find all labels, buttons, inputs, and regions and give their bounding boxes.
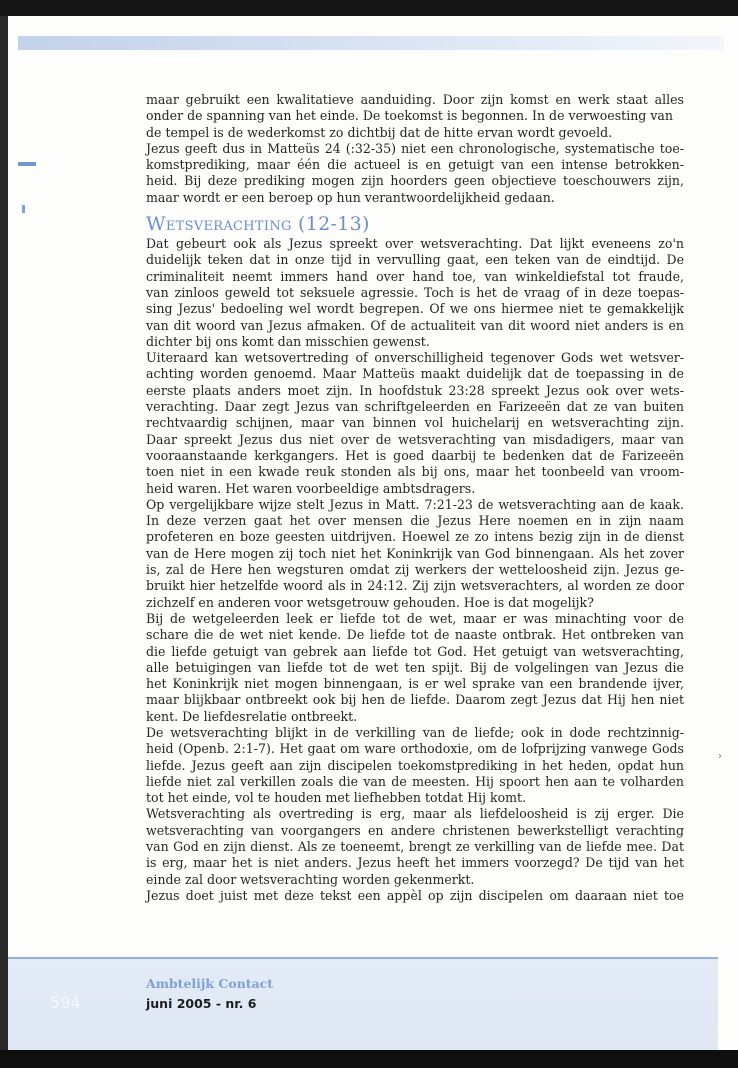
text-line: Uiteraard kan wetsovertreding of onverschilligheid tegenover Gods wet wetsver- [146,350,684,366]
issue-label: juni 2005 - nr. 6 [146,996,257,1011]
section-heading: Wetsverachting (12-13) [146,213,370,236]
text-line: criminaliteit neemt immers hand over hand toe, van winkeldiefstal tot fraude, [146,268,684,284]
text-line: Daar spreekt Jezus dus niet over de wetsverachting van misdadigers, maar van [146,431,684,447]
text-line: achting worden genoemd. Maar Matteüs maakt duidelijk dat de toepassing in de [146,366,684,382]
text-line: sing Jezus' bedoeling wel wordt begrepen. Of we ons hiermee niet te gemakkelijk [146,301,684,317]
paragraph [146,725,684,806]
text-line: Jezus doet juist met deze tekst een appèl op zijn discipelen om daaraan niet toe [146,887,684,903]
text-line: heid (Openb. 2:1-7). Het gaat om ware orthodoxie, om de lofprijzing vanwege Gods [146,741,684,757]
text-line: eerste plaats anders moet zijn. In hoofdstuk 23:28 spreekt Jezus ook over wets- [146,382,684,398]
text-line: dichter bij ons komt dan misschien gewenst. [146,333,430,349]
text-line: onder de spanning van het einde. De toekomst is begonnen. In de verwoesting van [146,108,673,124]
text-line: toen niet in een kwade reuk stonden als bij ons, maar het toonbeeld van vroom- [146,464,684,480]
text-line: profeteren en boze geesten uitdrijven. Hoewel ze zo intens bezig zijn in de dienst [146,529,684,545]
margin-marker [18,162,36,166]
text-line: kent. De liefdesrelatie ontbreekt. [146,708,358,724]
text-line: Jezus geeft dus in Matteüs 24 (:32-35) niet een chronologische, systematische toe- [146,140,684,156]
text-line: maar blijkbaar ontbreekt ook bij hen de liefde. Daarom zegt Jezus dat Hij hen niet [146,692,684,708]
text-line: van dit woord van Jezus afmaken. Of de actualiteit van dit woord niet anders is en [146,317,684,333]
text-line: maar gebruikt een kwalitatieve aanduiding. Door zijn komst en werk staat alles [146,92,684,107]
text-line: heid. Bij deze prediking mogen zijn hoorders geen objectieve toeschouwers zijn, [146,173,684,189]
text-line: die liefde getuigt van gebrek aan liefde tot God. Het getuigt van wetsverachting, [146,643,684,659]
text-line: In deze verzen gaat het over mensen die Jezus Here noemen en in zijn naam [146,513,684,529]
text-line: rechtvaardig schijnen, maar van binnen vol huichelarij en wetsverachting zijn. [146,415,684,431]
text-line: alle betuigingen van liefde tot de wet ten spijt. Bij de volgelingen van Jezus die [146,659,684,675]
margin-marker-small [22,205,25,213]
text-line: Wetsverachting als overtreding is erg, maar als liefdeloosheid is zij erger. Die [146,806,684,822]
text-line: de tempel is de wederkomst zo dichtbij dat de hitte ervan wordt gevoeld. [146,124,613,140]
scan-border-top [0,0,738,16]
paragraph [146,806,684,887]
paragraph [146,350,684,497]
text-line: einde zal door wetsverachting worden gekenmerkt. [146,871,475,887]
text-line: maar wordt er een beroep op hun verantwoordelijkheid gedaan. [146,189,555,205]
scan-border-left [0,16,8,1054]
text-line: tot het einde, vol te houden met liefhebben totdat Hij komt. [146,790,527,806]
footer-divider [8,957,718,959]
text-line: van God en zijn dienst. Als ze toeneemt, brengt ze verkilling van de liefde mee. Dat [146,839,684,855]
text-line: van zinloos geweld tot seksuele agressie. Toch is het de vraag of in deze toepas- [146,284,684,300]
text-line: vooraanstaande kerkgangers. Het is goed daarbij te bedenken dat de Farizeeën [146,447,684,463]
footer-band [8,957,718,1050]
text-line: is erg, maar het is niet anders. Jezus heeft het immers voorzegd? De tijd van het [146,855,684,871]
text-line: De wetsverachting blijkt in de verkilling van de liefde; ook in dode rechtzinnig- [146,724,684,740]
text-line: liefde. Jezus geeft aan zijn discipelen toekomstprediking in het heden, opdat hun [146,757,684,773]
text-line: komstprediking, maar één die actueel is en getuigt van een intense betrokken- [146,157,684,173]
text-line: Op vergelijkbare wijze stelt Jezus in Matt. 7:21-23 de wetsverachting aan de kaak. [146,496,684,512]
text-line: verachting. Daar zegt Jezus van schriftgeleerden en Farizeeën dat ze van buiten [146,399,684,415]
text-line: is, zal de Here hen wegsturen omdat zij werkers der wetteloosheid zijn. Jezus ge- [146,562,684,578]
magazine-title: Ambtelijk Contact [146,976,274,991]
text-line: zichzelf en anderen voor wetsgetrouw gehouden. Hoe is dat mogelijk? [146,594,594,610]
paragraph [146,497,684,611]
text-line: liefde niet zal verkillen zoals die van de meesten. Hij spoort hen aan te volharden [146,773,684,789]
text-line: van de Here mogen zij toch niet het Koninkrijk van God binnengaan. Als het zover [146,545,684,561]
text-line: Bij de wetgeleerden leek er liefde tot de wet, maar er was minachting voor de [146,610,684,626]
paragraph [146,236,684,350]
text-line: heid waren. Het waren voorbeeldige ambtsdragers. [146,480,476,496]
article-body [146,92,684,904]
page-number: 594 [50,993,81,1012]
text-line: schare die de wet niet kende. De liefde tot de naaste ontbrak. Het ontbreken van [146,627,684,643]
paragraph [146,611,684,725]
text-line: Dat gebeurt ook als Jezus spreekt over wetsverachting. Dat lijkt eveneens zo'n [146,236,684,252]
header-color-band [18,36,724,50]
text-line: wetsverachting van voorgangers en andere christenen bewerkstelligt verachting [146,822,684,838]
intro-paragraph [146,92,684,206]
text-line: duidelijk teken dat in onze tijd in vervulling gaat, een teken van de eindtijd. De [146,252,684,268]
scan-artifact: › [718,751,722,762]
text-line: bruikt hier hetzelfde woord als in 24:12. Zij zijn wetsverachters, al worden ze door [146,578,684,594]
scan-border-bottom [0,1050,738,1068]
paragraph [146,888,684,904]
text-line: het Koninkrijk niet mogen binnengaan, is er wel sprake van een brandende ijver, [146,676,684,692]
